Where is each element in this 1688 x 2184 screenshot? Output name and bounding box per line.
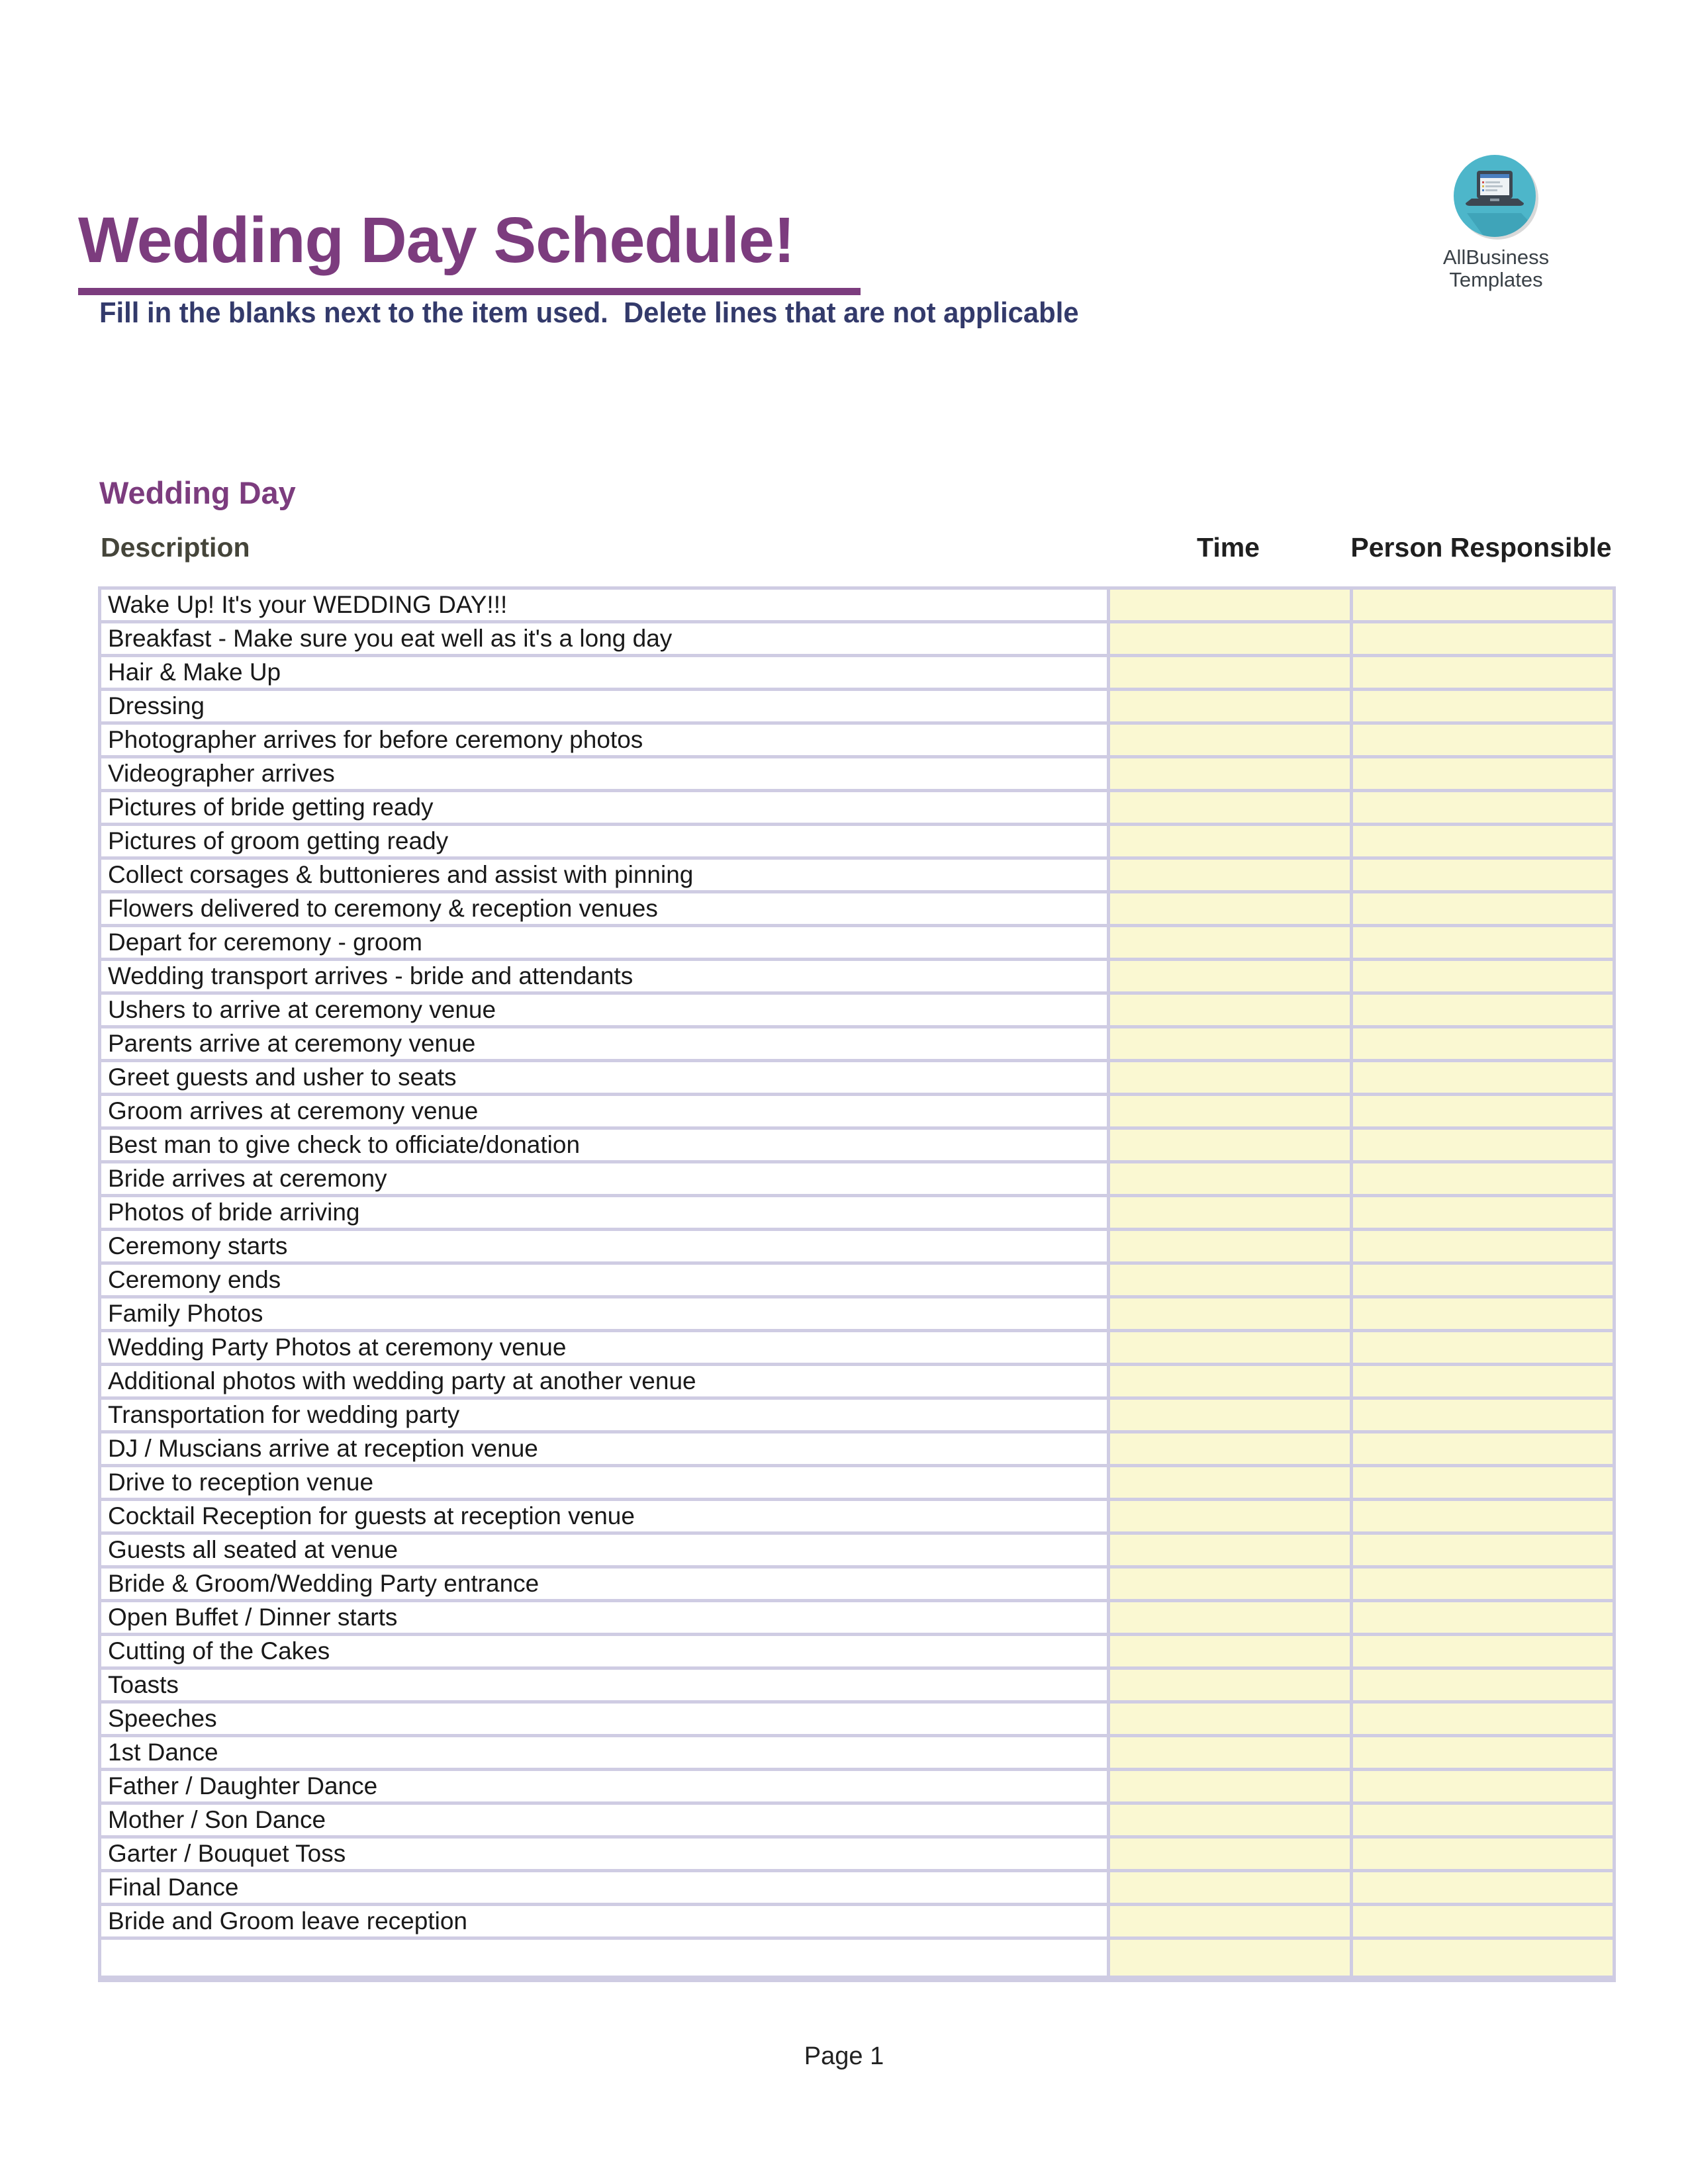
page-title: Wedding Day Schedule! <box>78 203 861 295</box>
time-blank-cell[interactable] <box>1109 1365 1352 1398</box>
description-cell: 1st Dance <box>100 1736 1109 1770</box>
person-responsible-blank-cell[interactable] <box>1352 825 1615 858</box>
description-cell: Depart for ceremony - groom <box>100 926 1109 960</box>
page-number: Page 1 <box>804 2042 884 2070</box>
allbusiness-logo <box>1430 154 1562 291</box>
description-cell: Mother / Son Dance <box>100 1803 1109 1837</box>
description-cell: Drive to reception venue <box>100 1466 1109 1500</box>
time-blank-cell[interactable] <box>1109 1061 1352 1095</box>
description-cell: Final Dance <box>100 1871 1109 1905</box>
table-row <box>100 1668 1615 1702</box>
time-blank-cell[interactable] <box>1109 1601 1352 1635</box>
table-row <box>100 588 1615 622</box>
description-cell: Father / Daughter Dance <box>100 1770 1109 1803</box>
description-cell: Additional photos with wedding party at another venue <box>100 1365 1109 1398</box>
description-cell: Videographer arrives <box>100 757 1109 791</box>
description-cell: Guests all seated at venue <box>100 1533 1109 1567</box>
person-responsible-blank-cell[interactable] <box>1352 1837 1615 1871</box>
description-cell: Bride & Groom/Wedding Party entrance <box>100 1567 1109 1601</box>
section-heading-wedding-day: Wedding Day <box>99 475 296 510</box>
table-row <box>100 1702 1615 1736</box>
table-row <box>100 1162 1615 1196</box>
logo-text <box>1430 246 1562 291</box>
table-row <box>100 622 1615 656</box>
table-row <box>100 993 1615 1027</box>
time-blank-cell[interactable] <box>1109 588 1352 622</box>
laptop-in-circle-icon <box>1452 154 1540 242</box>
description-cell: Greet guests and usher to seats <box>100 1061 1109 1095</box>
table-row <box>100 1331 1615 1365</box>
time-blank-cell[interactable] <box>1109 1736 1352 1770</box>
description-cell: Wedding transport arrives - bride and attendants <box>100 960 1109 993</box>
table-row <box>100 1567 1615 1601</box>
time-blank-cell[interactable] <box>1109 1837 1352 1871</box>
table-row <box>100 1398 1615 1432</box>
description-cell: Garter / Bouquet Toss <box>100 1837 1109 1871</box>
time-blank-cell[interactable] <box>1109 926 1352 960</box>
description-cell: Best man to give check to officiate/donation <box>100 1128 1109 1162</box>
schedule-table <box>98 586 1616 1982</box>
person-responsible-blank-cell[interactable] <box>1352 1803 1615 1837</box>
time-blank-cell[interactable] <box>1109 1398 1352 1432</box>
person-responsible-blank-cell[interactable] <box>1352 1770 1615 1803</box>
time-blank-cell[interactable] <box>1109 1567 1352 1601</box>
person-responsible-blank-cell[interactable] <box>1352 1938 1615 1979</box>
table-row <box>100 1263 1615 1297</box>
description-cell: Photos of bride arriving <box>100 1196 1109 1230</box>
table-row <box>100 926 1615 960</box>
description-cell: Groom arrives at ceremony venue <box>100 1095 1109 1128</box>
person-responsible-blank-cell[interactable] <box>1352 1567 1615 1601</box>
table-row <box>100 858 1615 892</box>
person-responsible-blank-cell[interactable] <box>1352 1736 1615 1770</box>
table-row <box>100 1061 1615 1095</box>
person-responsible-blank-cell[interactable] <box>1352 1230 1615 1263</box>
logo-text-line1: AllBusiness <box>1442 246 1550 269</box>
time-blank-cell[interactable] <box>1109 791 1352 825</box>
person-responsible-blank-cell[interactable] <box>1352 1162 1615 1196</box>
time-blank-cell[interactable] <box>1109 960 1352 993</box>
person-responsible-blank-cell[interactable] <box>1352 656 1615 690</box>
person-responsible-blank-cell[interactable] <box>1352 1432 1615 1466</box>
person-responsible-blank-cell[interactable] <box>1352 858 1615 892</box>
time-blank-cell[interactable] <box>1109 757 1352 791</box>
table-row <box>100 1027 1615 1061</box>
description-cell: Wake Up! It's your WEDDING DAY!!! <box>100 588 1109 622</box>
time-blank-cell[interactable] <box>1109 858 1352 892</box>
table-row <box>100 1770 1615 1803</box>
description-cell: Breakfast - Make sure you eat well as it's a long day <box>100 622 1109 656</box>
table-row <box>100 757 1615 791</box>
person-responsible-blank-cell[interactable] <box>1352 757 1615 791</box>
time-blank-cell[interactable] <box>1109 1770 1352 1803</box>
description-cell: Flowers delivered to ceremony & reception venues <box>100 892 1109 926</box>
time-blank-cell[interactable] <box>1109 1702 1352 1736</box>
description-cell: Photographer arrives for before ceremony photos <box>100 723 1109 757</box>
person-responsible-blank-cell[interactable] <box>1352 926 1615 960</box>
person-responsible-blank-cell[interactable] <box>1352 1128 1615 1162</box>
time-blank-cell[interactable] <box>1109 1331 1352 1365</box>
time-blank-cell[interactable] <box>1109 1297 1352 1331</box>
column-header-person-responsible: Person Responsible <box>1350 532 1612 563</box>
table-row <box>100 1871 1615 1905</box>
table-row <box>100 723 1615 757</box>
table-row <box>100 1500 1615 1533</box>
time-blank-cell[interactable] <box>1109 825 1352 858</box>
person-responsible-blank-cell[interactable] <box>1352 1466 1615 1500</box>
table-row <box>100 791 1615 825</box>
schedule-table-body <box>100 588 1615 1979</box>
time-blank-cell[interactable] <box>1109 892 1352 926</box>
table-row <box>100 1837 1615 1871</box>
person-responsible-blank-cell[interactable] <box>1352 723 1615 757</box>
time-blank-cell[interactable] <box>1109 1095 1352 1128</box>
time-blank-cell[interactable] <box>1109 1871 1352 1905</box>
person-responsible-blank-cell[interactable] <box>1352 1297 1615 1331</box>
person-responsible-blank-cell[interactable] <box>1352 1263 1615 1297</box>
time-blank-cell[interactable] <box>1109 993 1352 1027</box>
description-cell: Bride arrives at ceremony <box>100 1162 1109 1196</box>
person-responsible-blank-cell[interactable] <box>1352 1398 1615 1432</box>
time-blank-cell[interactable] <box>1109 1263 1352 1297</box>
person-responsible-blank-cell[interactable] <box>1352 1061 1615 1095</box>
table-row <box>100 1128 1615 1162</box>
description-cell: Parents arrive at ceremony venue <box>100 1027 1109 1061</box>
time-blank-cell[interactable] <box>1109 1500 1352 1533</box>
logo-text-line2: Templates <box>1449 268 1543 291</box>
table-row <box>100 1635 1615 1668</box>
person-responsible-blank-cell[interactable] <box>1352 1365 1615 1398</box>
person-responsible-blank-cell[interactable] <box>1352 1668 1615 1702</box>
table-row <box>100 1297 1615 1331</box>
time-blank-cell[interactable] <box>1109 1230 1352 1263</box>
time-blank-cell[interactable] <box>1109 1027 1352 1061</box>
table-row <box>100 1905 1615 1938</box>
table-row <box>100 1533 1615 1567</box>
person-responsible-blank-cell[interactable] <box>1352 791 1615 825</box>
description-cell: Ushers to arrive at ceremony venue <box>100 993 1109 1027</box>
time-blank-cell[interactable] <box>1109 1466 1352 1500</box>
person-responsible-blank-cell[interactable] <box>1352 622 1615 656</box>
person-responsible-blank-cell[interactable] <box>1352 1702 1615 1736</box>
person-responsible-blank-cell[interactable] <box>1352 1533 1615 1567</box>
person-responsible-blank-cell[interactable] <box>1352 1331 1615 1365</box>
description-cell: Transportation for wedding party <box>100 1398 1109 1432</box>
time-blank-cell[interactable] <box>1109 1196 1352 1230</box>
person-responsible-blank-cell[interactable] <box>1352 1871 1615 1905</box>
time-blank-cell[interactable] <box>1109 1668 1352 1702</box>
time-blank-cell[interactable] <box>1109 1635 1352 1668</box>
person-responsible-blank-cell[interactable] <box>1352 690 1615 723</box>
time-blank-cell[interactable] <box>1109 1432 1352 1466</box>
table-row <box>100 825 1615 858</box>
table-row <box>100 1432 1615 1466</box>
person-responsible-blank-cell[interactable] <box>1352 960 1615 993</box>
person-responsible-blank-cell[interactable] <box>1352 1601 1615 1635</box>
table-row <box>100 690 1615 723</box>
column-header-time: Time <box>1197 532 1260 563</box>
time-blank-cell[interactable] <box>1109 723 1352 757</box>
time-blank-cell[interactable] <box>1109 1905 1352 1938</box>
description-cell: Toasts <box>100 1668 1109 1702</box>
person-responsible-blank-cell[interactable] <box>1352 1196 1615 1230</box>
person-responsible-blank-cell[interactable] <box>1352 892 1615 926</box>
description-cell <box>100 1938 1109 1979</box>
description-cell: Wedding Party Photos at ceremony venue <box>100 1331 1109 1365</box>
description-cell: Cocktail Reception for guests at reception venue <box>100 1500 1109 1533</box>
person-responsible-blank-cell[interactable] <box>1352 1027 1615 1061</box>
time-blank-cell[interactable] <box>1109 1533 1352 1567</box>
time-blank-cell[interactable] <box>1109 1128 1352 1162</box>
time-blank-cell[interactable] <box>1109 1162 1352 1196</box>
description-cell: Bride and Groom leave reception <box>100 1905 1109 1938</box>
table-row <box>100 1230 1615 1263</box>
description-cell: Dressing <box>100 690 1109 723</box>
table-row <box>100 960 1615 993</box>
person-responsible-blank-cell[interactable] <box>1352 1905 1615 1938</box>
person-responsible-blank-cell[interactable] <box>1352 993 1615 1027</box>
description-cell: Cutting of the Cakes <box>100 1635 1109 1668</box>
table-row <box>100 1736 1615 1770</box>
description-cell: Hair & Make Up <box>100 656 1109 690</box>
person-responsible-blank-cell[interactable] <box>1352 588 1615 622</box>
description-cell: Family Photos <box>100 1297 1109 1331</box>
time-blank-cell[interactable] <box>1109 656 1352 690</box>
time-blank-cell[interactable] <box>1109 1938 1352 1979</box>
description-cell: DJ / Muscians arrive at reception venue <box>100 1432 1109 1466</box>
description-cell: Ceremony starts <box>100 1230 1109 1263</box>
table-row <box>100 1601 1615 1635</box>
person-responsible-blank-cell[interactable] <box>1352 1500 1615 1533</box>
description-cell: Pictures of bride getting ready <box>100 791 1109 825</box>
time-blank-cell[interactable] <box>1109 622 1352 656</box>
description-cell: Speeches <box>100 1702 1109 1736</box>
table-row <box>100 1196 1615 1230</box>
table-row <box>100 656 1615 690</box>
table-row <box>100 1803 1615 1837</box>
table-row <box>100 1365 1615 1398</box>
description-cell: Pictures of groom getting ready <box>100 825 1109 858</box>
time-blank-cell[interactable] <box>1109 690 1352 723</box>
time-blank-cell[interactable] <box>1109 1803 1352 1837</box>
table-row <box>100 1466 1615 1500</box>
description-cell: Open Buffet / Dinner starts <box>100 1601 1109 1635</box>
table-row <box>100 1938 1615 1979</box>
column-header-description: Description <box>101 532 250 563</box>
person-responsible-blank-cell[interactable] <box>1352 1635 1615 1668</box>
description-cell: Collect corsages & buttonieres and assist with pinning <box>100 858 1109 892</box>
person-responsible-blank-cell[interactable] <box>1352 1095 1615 1128</box>
description-cell: Ceremony ends <box>100 1263 1109 1297</box>
instructions-text: Fill in the blanks next to the item used. Delete lines that are not applicable <box>99 296 1079 329</box>
table-row <box>100 1095 1615 1128</box>
table-row <box>100 892 1615 926</box>
